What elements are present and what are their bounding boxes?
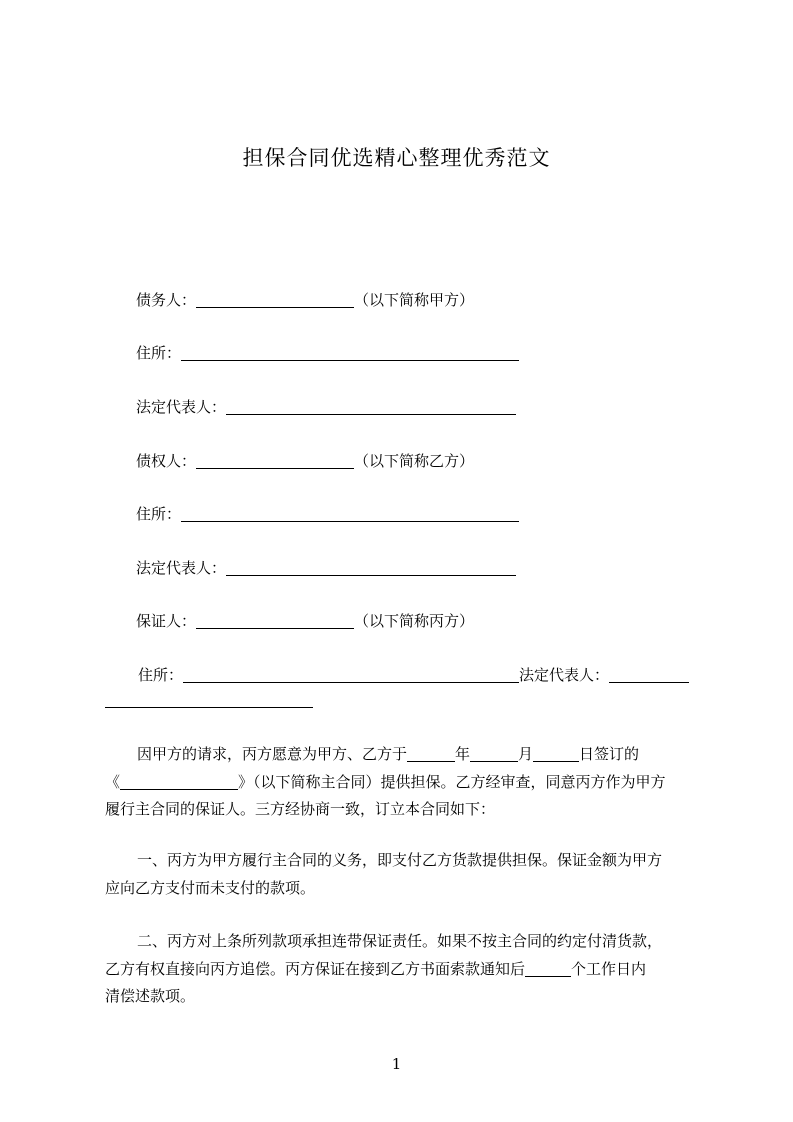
debtor-line <box>136 290 474 310</box>
clause-2-text-3: 清偿述款项。 <box>105 987 196 1005</box>
month-label: 月 <box>518 745 534 763</box>
preamble-paragraph <box>105 741 700 824</box>
preamble-row-1 <box>105 741 700 769</box>
guarantor-address-blank[interactable] <box>183 667 519 683</box>
debtor-address-label: 住所： <box>136 344 182 362</box>
creditor-address-label: 住所： <box>136 505 182 523</box>
preamble-text-2: 》（以下简称主合同）提供担保。乙方经审查，同意丙方作为甲方 <box>238 772 666 791</box>
day-blank[interactable] <box>533 746 579 762</box>
clause-1-row-2 <box>105 875 700 903</box>
clause-2-text-2b: 个工作日内 <box>571 959 647 978</box>
debtor-note: （以下简称甲方） <box>354 291 475 309</box>
creditor-address-line <box>136 504 519 524</box>
clause-2-row-1 <box>105 928 700 956</box>
month-blank[interactable] <box>470 746 518 762</box>
clause-1-text-1: 一、丙方为甲方履行主合同的义务，即支付乙方货款提供担保。保证金额为甲方 <box>137 851 663 869</box>
clause-2-row-3 <box>105 983 700 1011</box>
guarantor-blank[interactable] <box>196 613 354 629</box>
creditor-legal-rep-label: 法定代表人： <box>136 559 227 577</box>
creditor-blank[interactable] <box>196 453 354 469</box>
main-contract-name-blank[interactable] <box>120 774 238 790</box>
debtor-legal-rep-blank[interactable] <box>226 399 516 415</box>
creditor-line <box>136 451 474 471</box>
preamble-row-3 <box>105 796 700 824</box>
clause-2-text-1: 二、丙方对上条所列款项承担连带保证责任。如果不按主合同的约定付清货款， <box>137 932 663 950</box>
guarantor-address-line <box>138 665 689 685</box>
page-number: 1 <box>391 1055 402 1073</box>
clause-2-text-2a: 乙方有权直接向丙方追偿。丙方保证在接到乙方书面索款通知后 <box>105 959 526 978</box>
clause-1-paragraph <box>105 847 700 902</box>
debtor-address-line <box>136 343 519 363</box>
guarantor-label: 保证人： <box>136 612 197 630</box>
year-label: 年 <box>455 745 471 763</box>
creditor-legal-rep-blank[interactable] <box>226 560 516 576</box>
creditor-legal-rep-line <box>136 558 516 578</box>
document-title: 担保合同优选精心整理优秀范文 <box>242 146 551 170</box>
clause-2-paragraph <box>105 928 700 1011</box>
creditor-address-blank[interactable] <box>181 506 519 522</box>
year-blank[interactable] <box>407 746 455 762</box>
clause-1-text-2: 应向乙方支付而未支付的款项。 <box>105 878 316 897</box>
clause-2-row-2 <box>105 956 700 984</box>
guarantor-note: （以下简称丙方） <box>354 612 475 630</box>
creditor-label: 债权人： <box>136 452 197 470</box>
clause-1-row-1 <box>105 847 700 875</box>
preamble-text-1: 因甲方的请求，丙方愿意为甲方、乙方于 <box>137 745 408 763</box>
debtor-address-blank[interactable] <box>181 345 519 361</box>
debtor-legal-rep-label: 法定代表人： <box>136 398 227 416</box>
book-title-open: 《 <box>105 772 121 791</box>
signed-label: 日签订的 <box>579 745 640 763</box>
guarantor-legal-rep-blank[interactable] <box>609 667 689 683</box>
guarantor-legal-rep-label: 法定代表人： <box>519 666 610 684</box>
guarantor-address-label: 住所： <box>138 666 184 684</box>
debtor-legal-rep-line <box>136 397 516 417</box>
working-days-blank[interactable] <box>525 961 571 977</box>
preamble-text-3: 履行主合同的保证人。三方经协商一致，订立本合同如下： <box>105 800 496 818</box>
guarantor-legal-rep-blank-continued[interactable] <box>105 707 313 708</box>
creditor-note: （以下简称乙方） <box>354 452 475 470</box>
debtor-label: 债务人： <box>136 291 197 309</box>
guarantor-line <box>136 611 474 631</box>
debtor-blank[interactable] <box>196 292 354 308</box>
preamble-row-2 <box>105 769 700 797</box>
